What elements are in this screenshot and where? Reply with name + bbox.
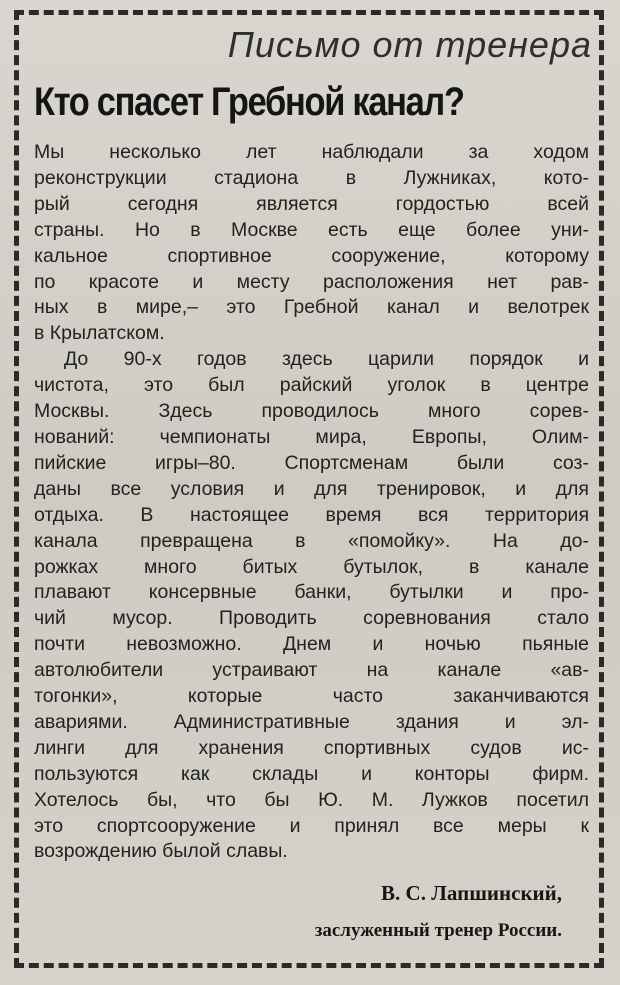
paragraph: [34, 347, 589, 865]
text-line: тогонки», которые часто заканчиваются: [34, 685, 589, 708]
author-title: заслуженный тренер России.: [314, 920, 562, 941]
text-line: рый сегодня является гордостью всей: [34, 192, 589, 215]
text-line: чий мусор. Проводить соревнования стало: [34, 607, 589, 630]
text-line: ных в мире,– это Гребной канал и велотрек: [34, 296, 589, 319]
text-line: отдыха. В настоящее время вся территория: [34, 503, 589, 526]
text-line: пийские игры–80. Спортсменам были соз-: [34, 451, 589, 474]
text-line: возрождению былой славы.: [34, 840, 288, 863]
text-line: канала превращена в «помойку». На до-: [34, 529, 589, 552]
text-line: это спортсооружение и принял все меры к: [34, 814, 589, 837]
text-line: Москвы. Здесь проводилось много сорев-: [34, 400, 589, 423]
text-line: даны все условия и для тренировок, и для: [34, 477, 589, 500]
text-line: пользуются как склады и конторы фирм.: [34, 762, 589, 785]
signature: [315, 878, 562, 946]
text-line: Мы несколько лет наблюдали за ходом: [34, 141, 589, 163]
text-line: чистота, это был райский уголок в центре: [34, 374, 589, 397]
text-line: кальное спортивное сооружение, которому: [34, 244, 589, 267]
text-line: До 90-х годов здесь царили порядок и: [64, 348, 589, 371]
text-line: в Крылатском.: [34, 322, 165, 345]
paragraph: [34, 140, 589, 347]
author-name: В. С. Лапшинский,: [381, 881, 562, 905]
text-line: нований: чемпионаты мира, Европы, Олим-: [34, 425, 589, 448]
text-line: страны. Но в Москве есть еще более уни-: [34, 218, 589, 241]
text-line: линги для хранения спортивных судов ис-: [34, 736, 589, 759]
text-line: реконструкции стадиона в Лужниках, кото-: [34, 166, 589, 189]
text-line: Хотелось бы, что бы Ю. М. Лужков посетил: [34, 788, 589, 811]
rubric-title: Письмо от тренера: [227, 24, 592, 65]
text-line: по красоте и месту расположения нет рав-: [34, 270, 589, 293]
headline: Кто спасет Гребной канал?: [34, 80, 464, 124]
text-line: плавают консервные банки, бутылки и про-: [34, 581, 589, 604]
text-line: авариями. Административные здания и эл-: [34, 710, 589, 733]
article-body: [34, 140, 589, 865]
text-line: почти невозможно. Днем и ночью пьяные: [34, 633, 589, 656]
text-line: автолюбители устраивают на канале «ав-: [34, 659, 589, 682]
text-line: рожках много битых бутылок, в канале: [34, 555, 589, 578]
